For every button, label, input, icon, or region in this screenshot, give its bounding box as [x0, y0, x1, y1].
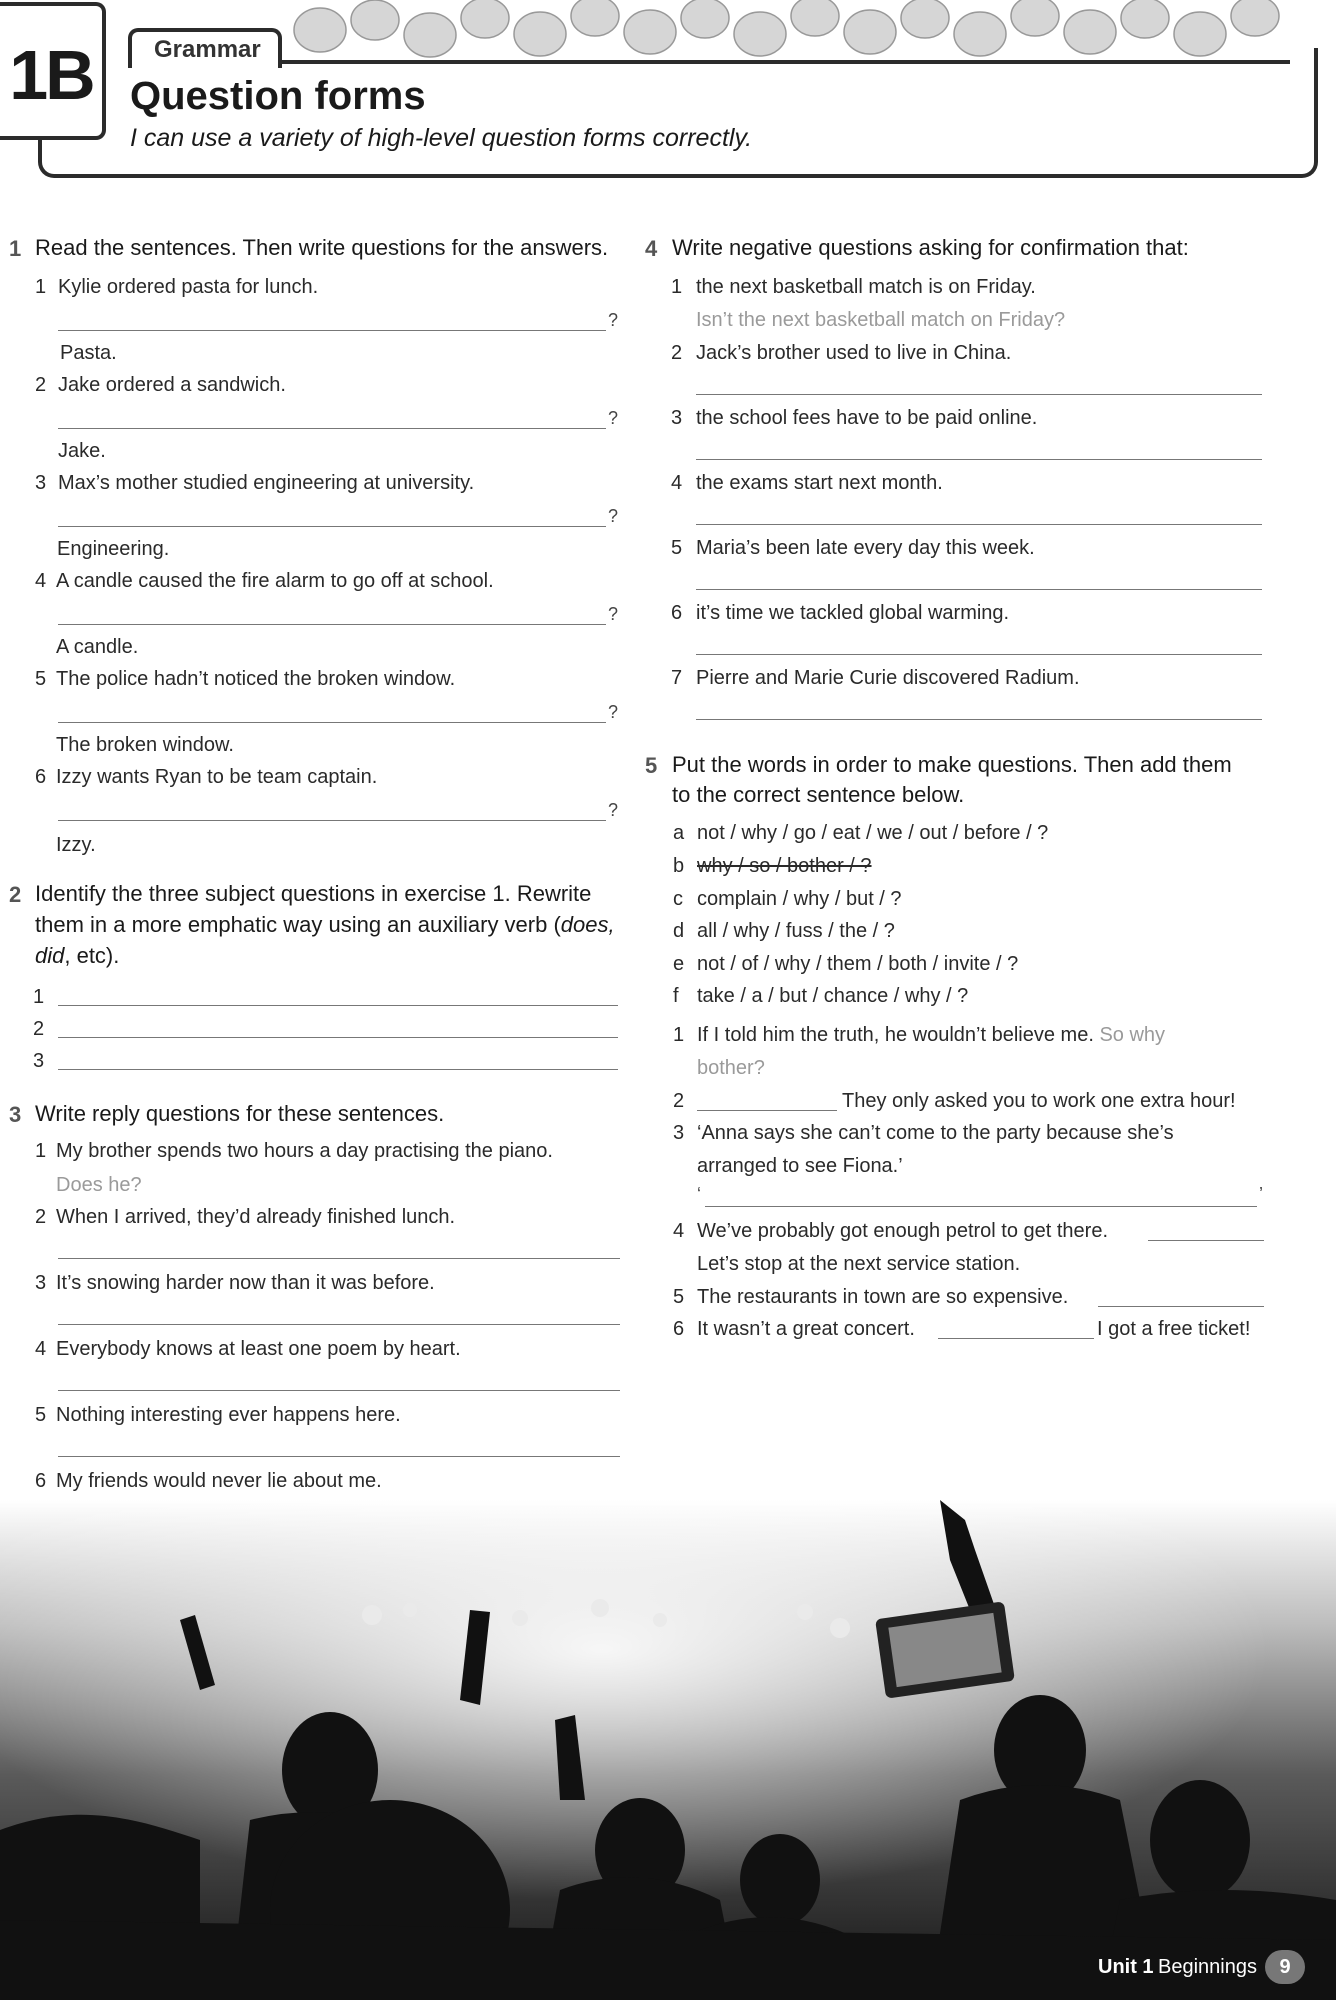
- answer-line[interactable]: [696, 719, 1262, 720]
- question-mark: ?: [608, 702, 619, 722]
- item-number: 3: [673, 1122, 685, 1144]
- item-text: Let’s stop at the next service station.: [697, 1253, 1021, 1275]
- item-text: Kylie ordered pasta for lunch.: [58, 276, 319, 298]
- item-text: ‘Anna says she can’t come to the party because she’s: [697, 1122, 1174, 1144]
- item-number: 4: [35, 1338, 47, 1360]
- answer-line[interactable]: [58, 1069, 618, 1070]
- question-mark: ?: [608, 604, 619, 624]
- item-text: They only asked you to work one extra hour!: [842, 1090, 1236, 1112]
- word-list: all / why / fuss / the / ?: [697, 920, 895, 942]
- unit-badge: 1B: [0, 2, 106, 140]
- answer-line[interactable]: [58, 820, 606, 821]
- item-number: 3: [671, 407, 683, 429]
- exercise-number: 4: [645, 236, 658, 261]
- question-mark: ?: [608, 506, 619, 526]
- answer-line[interactable]: [696, 589, 1262, 590]
- item-answer: Izzy.: [56, 834, 96, 856]
- example-answer: Does he?: [56, 1174, 142, 1196]
- item-number: 2: [35, 374, 47, 396]
- item-text: Everybody knows at least one poem by heart.: [56, 1338, 461, 1360]
- item-text: It’s snowing harder now than it was before.: [56, 1272, 435, 1294]
- exercise-number: 2: [9, 882, 22, 907]
- footer-topic: Beginnings: [1158, 1956, 1257, 1978]
- answer-line[interactable]: [696, 394, 1262, 395]
- word-letter: c: [673, 888, 683, 910]
- word-list: not / why / go / eat / we / out / before / ?: [697, 822, 1049, 844]
- exercise-number: 1: [9, 236, 22, 261]
- item-text: Maria’s been late every day this week.: [696, 537, 1035, 559]
- item-number: 5: [35, 668, 47, 690]
- question-mark: ?: [608, 408, 619, 428]
- page-subtitle: I can use a variety of high-level question forms correctly.: [130, 124, 753, 152]
- item-text: the next basketball match is on Friday.: [696, 276, 1036, 298]
- item-number: 4: [673, 1220, 685, 1242]
- answer-line[interactable]: [58, 1037, 618, 1038]
- answer-line[interactable]: [1148, 1240, 1264, 1241]
- quote-close: ’: [1259, 1184, 1263, 1204]
- page-number: 9: [1265, 1950, 1305, 1984]
- section-tab: Grammar: [128, 28, 282, 68]
- answer-line[interactable]: [58, 330, 606, 331]
- quote-open: ‘: [697, 1184, 701, 1204]
- answer-line[interactable]: [58, 1005, 618, 1006]
- word-letter: f: [673, 985, 679, 1007]
- item-number: 3: [33, 1050, 45, 1072]
- word-list: not / of / why / them / both / invite / ?: [697, 953, 1019, 975]
- item-number: 3: [35, 472, 47, 494]
- item-number: 2: [671, 342, 683, 364]
- concert-photo: [0, 1500, 1336, 2000]
- answer-line[interactable]: [696, 524, 1262, 525]
- answer-line[interactable]: [58, 428, 606, 429]
- item-number: 2: [33, 1018, 45, 1040]
- item-number: 6: [673, 1318, 685, 1340]
- item-text: the exams start next month.: [696, 472, 943, 494]
- item-text: Jake ordered a sandwich.: [58, 374, 286, 396]
- item-answer: Jake.: [58, 440, 106, 462]
- item-number: 2: [35, 1206, 47, 1228]
- word-list: complain / why / but / ?: [697, 888, 902, 910]
- example-answer: Isn’t the next basketball match on Friday?: [696, 309, 1066, 331]
- item-number: 5: [35, 1404, 47, 1426]
- item-number: 6: [35, 1470, 47, 1492]
- answer-line[interactable]: [696, 459, 1262, 460]
- exercise-instruction: Put the words in order to make questions. Then add them: [672, 752, 1232, 777]
- item-number: 6: [35, 766, 47, 788]
- word-letter: d: [673, 920, 685, 942]
- exercise-instruction: Write reply questions for these sentences.: [35, 1101, 445, 1126]
- item-text: Izzy wants Ryan to be team captain.: [56, 766, 378, 788]
- exercise-instruction: to the correct sentence below.: [672, 782, 965, 807]
- answer-line[interactable]: [697, 1110, 837, 1111]
- item-number: 1: [35, 1140, 47, 1162]
- item-answer: The broken window.: [56, 734, 234, 756]
- answer-line[interactable]: [58, 1324, 620, 1325]
- word-list-example: why / so / bother / ?: [697, 855, 872, 877]
- header-rule: [128, 60, 1290, 64]
- word-letter: e: [673, 953, 685, 975]
- item-text: Max’s mother studied engineering at university.: [58, 472, 475, 494]
- exercise-instruction: Read the sentences. Then write questions for the answers.: [35, 235, 609, 260]
- question-mark: ?: [608, 800, 619, 820]
- answer-line[interactable]: [696, 654, 1262, 655]
- answer-line[interactable]: [58, 1456, 620, 1457]
- item-text: it’s time we tackled global warming.: [696, 602, 1010, 624]
- item-number: 1: [35, 276, 47, 298]
- item-number: 1: [673, 1024, 685, 1046]
- exercise-number: 5: [645, 753, 658, 778]
- item-text: My brother spends two hours a day practising the piano.: [56, 1140, 553, 1162]
- item-text: A candle caused the fire alarm to go off at school.: [56, 570, 494, 592]
- answer-line[interactable]: [58, 1258, 620, 1259]
- item-text: It wasn’t a great concert.: [697, 1318, 915, 1340]
- word-letter: b: [673, 855, 685, 877]
- answer-line[interactable]: [1098, 1306, 1264, 1307]
- answer-line[interactable]: [58, 1390, 620, 1391]
- question-mark: ?: [608, 310, 619, 330]
- item-text: We’ve probably got enough petrol to get there.: [697, 1220, 1109, 1242]
- exercise-instruction: Write negative questions asking for confirmation that:: [672, 235, 1189, 260]
- page-title: Question forms: [130, 74, 426, 118]
- item-number: 5: [671, 537, 683, 559]
- item-answer: A candle.: [56, 636, 139, 658]
- item-number: 7: [671, 667, 683, 689]
- item-text: Pierre and Marie Curie discovered Radium.: [696, 667, 1080, 689]
- item-text: arranged to see Fiona.’: [697, 1155, 903, 1177]
- item-number: 4: [35, 570, 47, 592]
- item-number: 2: [673, 1090, 685, 1112]
- item-text: My friends would never lie about me.: [56, 1470, 382, 1492]
- footer-unit: Unit 1: [1098, 1956, 1154, 1978]
- item-text: Jack’s brother used to live in China.: [696, 342, 1012, 364]
- item-number: 1: [33, 986, 45, 1008]
- item-number: 5: [673, 1286, 685, 1308]
- item-number: 1: [671, 276, 683, 298]
- item-text: The police hadn’t noticed the broken window.: [56, 668, 456, 690]
- item-text: The restaurants in town are so expensive.: [697, 1286, 1069, 1308]
- exercise-instruction: Identify the three subject questions in exercise 1. Rewrite: [35, 881, 592, 906]
- item-text: Nothing interesting ever happens here.: [56, 1404, 401, 1426]
- answer-line[interactable]: [938, 1338, 1094, 1339]
- answer-line[interactable]: [58, 722, 606, 723]
- exercise-instruction: them in a more emphatic way using an auxiliary verb (does,: [35, 912, 615, 937]
- item-text: When I arrived, they’d already finished lunch.: [56, 1206, 456, 1228]
- item-answer: Pasta.: [60, 342, 117, 364]
- item-text: If I told him the truth, he wouldn’t believe me. So why: [697, 1024, 1166, 1046]
- example-answer: bother?: [697, 1057, 765, 1079]
- answer-line[interactable]: [58, 624, 606, 625]
- word-list: take / a / but / chance / why / ?: [697, 985, 969, 1007]
- word-letter: a: [673, 822, 685, 844]
- item-text: the school fees have to be paid online.: [696, 407, 1038, 429]
- answer-line[interactable]: [58, 526, 606, 527]
- item-number: 6: [671, 602, 683, 624]
- item-number: 3: [35, 1272, 47, 1294]
- answer-line[interactable]: [705, 1206, 1257, 1207]
- item-text: I got a free ticket!: [1097, 1318, 1251, 1340]
- exercise-number: 3: [9, 1102, 22, 1127]
- item-number: 4: [671, 472, 683, 494]
- exercise-instruction: did, etc).: [35, 943, 120, 968]
- item-answer: Engineering.: [57, 538, 170, 560]
